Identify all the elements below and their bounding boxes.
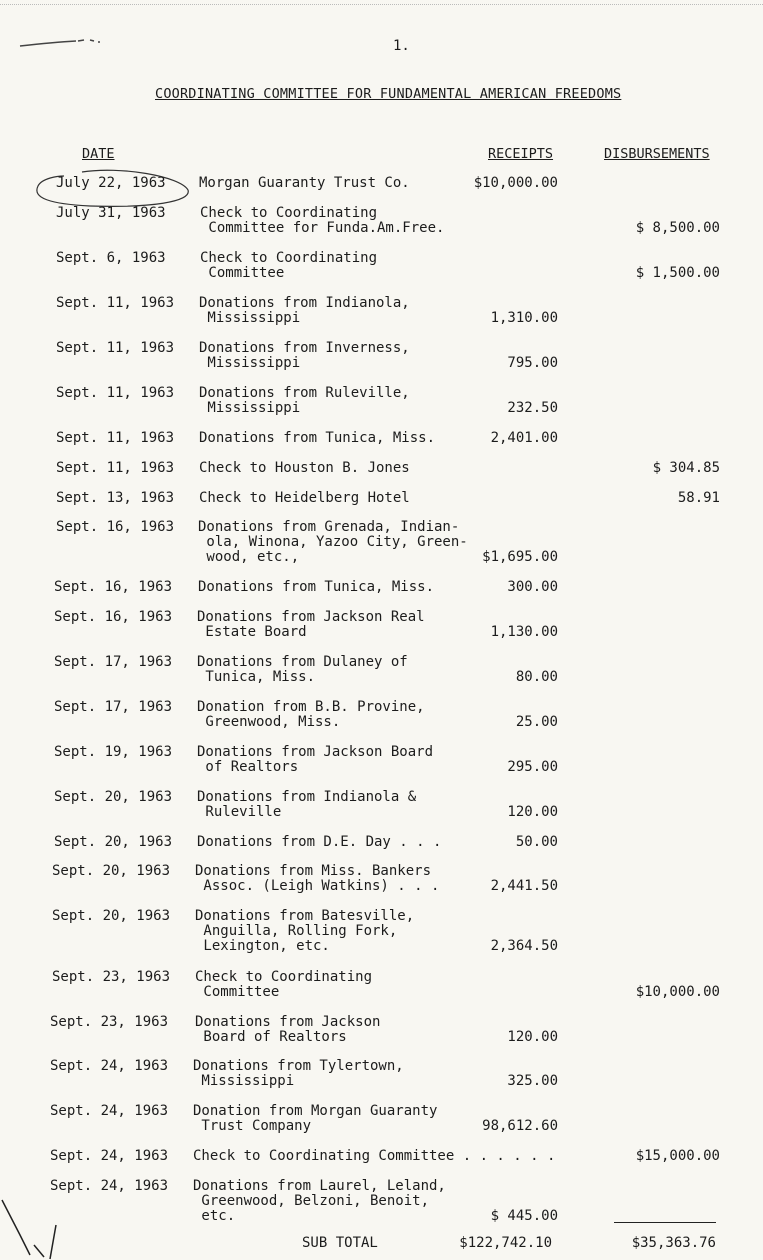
entry-disbursement: $ 1,500.00: [635, 265, 720, 281]
entry-description: Donations from Indianola & Ruleville: [197, 789, 417, 820]
entry-date: Sept. 6, 1963: [56, 250, 166, 266]
entry-description: Morgan Guaranty Trust Co.: [199, 175, 410, 191]
entry-date: Sept. 11, 1963: [56, 460, 175, 476]
entry-date: Sept. 17, 1963: [54, 699, 173, 715]
entry-description: Donations from Tunica, Miss.: [199, 430, 436, 446]
header-receipts: RECEIPTS: [488, 146, 554, 162]
entry-receipt: 1,310.00: [490, 310, 558, 326]
entry-date: Sept. 23, 1963: [52, 969, 171, 985]
entry-receipt: $10,000.00: [473, 175, 558, 191]
entry-description: Donations from Tunica, Miss.: [198, 579, 435, 595]
entry-description: Donation from Morgan Guaranty Trust Company: [193, 1103, 438, 1134]
subtotal-receipts: $122,742.10: [459, 1235, 552, 1251]
entry-description: Donations from Miss. Bankers Assoc. (Leigh Watkins) . . .: [195, 863, 440, 894]
header-date: DATE: [82, 146, 115, 162]
entry-receipt: 795.00: [507, 355, 558, 371]
entry-receipt: 1,130.00: [490, 624, 558, 640]
margin-scratch-icon: [0, 1195, 70, 1260]
entry-receipt: 325.00: [507, 1073, 558, 1089]
entry-date: Sept. 23, 1963: [50, 1014, 169, 1030]
entry-receipt: 50.00: [515, 834, 558, 850]
entry-date: Sept. 24, 1963: [50, 1178, 169, 1194]
entry-receipt: 300.00: [507, 579, 558, 595]
entry-receipt: $ 445.00: [490, 1208, 558, 1224]
entry-date: Sept. 24, 1963: [50, 1148, 169, 1164]
entry-receipt: 120.00: [507, 804, 558, 820]
entry-receipt: $1,695.00: [482, 549, 558, 565]
entry-description: Check to Coordinating Committee: [195, 969, 373, 1000]
entry-date: Sept. 16, 1963: [54, 609, 173, 625]
entry-description: Donations from Inverness, Mississippi: [199, 340, 410, 371]
entry-disbursement: $15,000.00: [635, 1148, 720, 1164]
entry-receipt: 25.00: [515, 714, 558, 730]
disbursements-underline: [614, 1222, 716, 1223]
entry-date: Sept. 11, 1963: [56, 385, 175, 401]
entry-disbursement: $10,000.00: [635, 984, 720, 1000]
entry-description: Donations from Batesville, Anguilla, Rolling Fork, Lexington, etc.: [195, 908, 415, 954]
entry-description: Donations from Tylertown, Mississippi: [193, 1058, 404, 1089]
subtotal-disbursements: $35,363.76: [631, 1235, 716, 1251]
entry-description: Check to Coordinating Committee . . . . . .: [193, 1148, 556, 1164]
entry-description: Donations from Jackson Real Estate Board: [197, 609, 425, 640]
entry-date: Sept. 20, 1963: [52, 908, 171, 924]
entry-receipt: 80.00: [515, 669, 558, 685]
entry-date: Sept. 20, 1963: [54, 789, 173, 805]
entry-date: Sept. 24, 1963: [50, 1058, 169, 1074]
entry-description: Check to Coordinating Committee for Funda.Am.Free.: [200, 205, 445, 236]
entry-description: Donations from Jackson Board of Realtors: [195, 1014, 381, 1045]
entry-description: Check to Heidelberg Hotel: [199, 490, 410, 506]
entry-receipt: 232.50: [507, 400, 558, 416]
entry-description: Check to Houston B. Jones: [199, 460, 410, 476]
entry-description: Check to Coordinating Committee: [200, 250, 378, 281]
entry-description: Donations from Jackson Board of Realtors: [197, 744, 434, 775]
entry-date: Sept. 16, 1963: [56, 519, 175, 535]
entry-date: Sept. 16, 1963: [54, 579, 173, 595]
entry-date: July 31, 1963: [56, 205, 166, 221]
entry-description: Donations from Laurel, Leland, Greenwood, Belzoni, Benoit, etc.: [193, 1178, 446, 1224]
entry-receipt: 2,401.00: [490, 430, 558, 446]
entry-description: Donations from Ruleville, Mississippi: [199, 385, 410, 416]
entry-date: Sept. 20, 1963: [52, 863, 171, 879]
subtotal-label: SUB TOTAL: [302, 1235, 378, 1251]
entry-date: Sept. 20, 1963: [54, 834, 173, 850]
entry-receipt: 98,612.60: [482, 1118, 558, 1134]
entry-description: Donations from Dulaney of Tunica, Miss.: [197, 654, 408, 685]
entry-description: Donations from D.E. Day . . .: [197, 834, 442, 850]
entry-description: Donations from Grenada, Indian- ola, Winona, Yazoo City, Green- wood, etc.,: [198, 519, 468, 565]
entry-disbursement: $ 8,500.00: [635, 220, 720, 236]
entry-date: Sept. 11, 1963: [56, 340, 175, 356]
document-title: COORDINATING COMMITTEE FOR FUNDAMENTAL AMERICAN FREEDOMS: [155, 86, 622, 102]
entry-receipt: 2,441.50: [490, 878, 558, 894]
entry-date: Sept. 17, 1963: [54, 654, 173, 670]
entry-date: July 22, 1963: [56, 175, 166, 191]
entry-receipt: 295.00: [507, 759, 558, 775]
entry-receipt: 2,364.50: [490, 938, 558, 954]
header-disbursements: DISBURSEMENTS: [604, 146, 710, 162]
entry-disbursement: $ 304.85: [652, 460, 720, 476]
entry-disbursement: 58.91: [677, 490, 720, 506]
page-number: 1.: [393, 38, 410, 54]
entry-description: Donation from B.B. Provine, Greenwood, Miss.: [197, 699, 425, 730]
entry-date: Sept. 19, 1963: [54, 744, 173, 760]
entry-date: Sept. 11, 1963: [56, 430, 175, 446]
entry-description: Donations from Indianola, Mississippi: [199, 295, 410, 326]
entry-date: Sept. 13, 1963: [56, 490, 175, 506]
entry-date: Sept. 24, 1963: [50, 1103, 169, 1119]
entry-date: Sept. 11, 1963: [56, 295, 175, 311]
entry-receipt: 120.00: [507, 1029, 558, 1045]
